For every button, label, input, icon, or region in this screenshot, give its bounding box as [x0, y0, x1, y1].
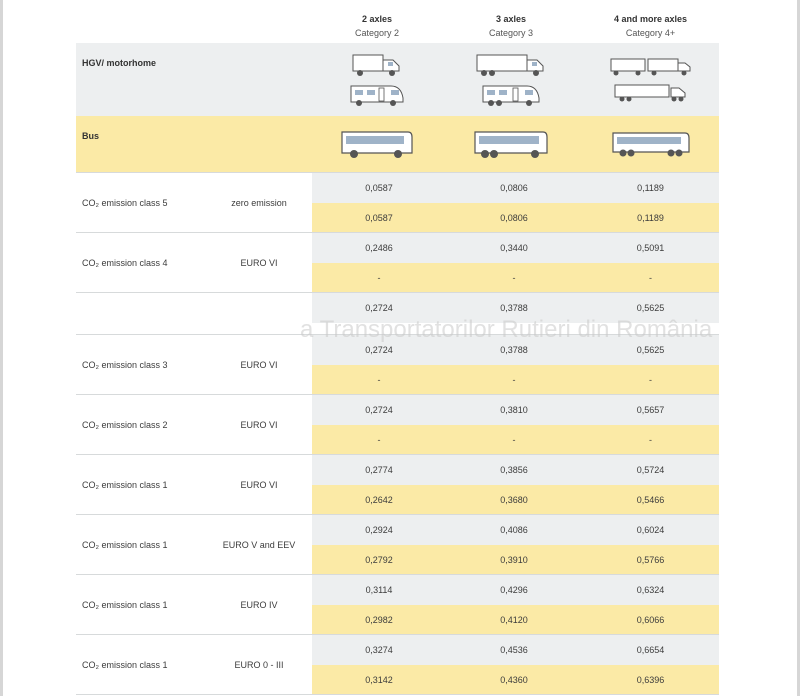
truck-icon — [352, 52, 402, 78]
bus-rate-value: - — [649, 435, 652, 445]
hgv-rate-value: 0,0587 — [365, 183, 393, 193]
hgv-rate-value: 0,3856 — [500, 465, 528, 475]
bus-icon — [473, 128, 549, 160]
column-category: Category 2 — [354, 28, 400, 38]
hgv-rate-value: 0,2724 — [365, 303, 393, 313]
emission-norm-label: EURO VI — [240, 258, 278, 268]
bus-icon-4-axles — [582, 118, 719, 170]
hgv-rate-value: 0,4296 — [500, 585, 528, 595]
hgv-rate-value: 0,3788 — [500, 303, 528, 313]
emission-norm-label: EURO 0 - III — [234, 660, 284, 670]
hgv-rate-value: 0,6654 — [636, 645, 665, 655]
emission-norm-label — [206, 293, 312, 335]
hgv-rate-value: 0,1189 — [637, 183, 664, 193]
hgv-rate-value: 0,2724 — [365, 405, 393, 415]
bus-rate-value: 0,5766 — [636, 555, 665, 565]
hgv-label: HGV/ motorhome — [82, 58, 157, 68]
emission-norm-label: EURO V and EEV — [222, 540, 296, 550]
emission-class-label: CO₂ emission class 2 — [82, 420, 168, 430]
bus-rate-value: 0,0587 — [365, 213, 393, 223]
emission-norm-label: EURO VI — [240, 420, 278, 430]
hgv-rate-value: 0,6024 — [636, 525, 665, 535]
row-divider — [76, 694, 719, 695]
bus-rate-value: 0,1189 — [637, 213, 664, 223]
hgv-rate-value: 0,5625 — [636, 345, 665, 355]
hgv-rate-value: 0,3810 — [500, 405, 528, 415]
hgv-rate-value: 0,5091 — [636, 243, 665, 253]
hgv-icons-3-axles — [446, 46, 576, 114]
hgv-rate-value: 0,0806 — [500, 183, 528, 193]
toll-rate-table — [76, 0, 719, 696]
emission-class-label: CO₂ emission class 1 — [82, 540, 168, 550]
hgv-rate-value: 0,2924 — [365, 525, 393, 535]
hgv-rate-value: 0,5625 — [636, 303, 665, 313]
bus-rate-value: 0,3910 — [500, 555, 528, 565]
bus-icon-2-axles — [312, 118, 442, 170]
watermark: a Transportatorilor Rutieri din România — [300, 316, 713, 343]
truck-trailer-icon — [610, 57, 692, 77]
emission-norm-label: zero emission — [231, 198, 287, 208]
hgv-rate-value: 0,3114 — [365, 585, 393, 595]
hgv-icons-4-axles — [582, 46, 719, 114]
bus-rate-value: 0,5466 — [636, 495, 665, 505]
hgv-rate-value: 0,3274 — [365, 645, 393, 655]
left-edge-bar — [0, 0, 3, 696]
motorhome-icon — [349, 82, 405, 108]
bus-rate-value: 0,2792 — [365, 555, 393, 565]
column-header-2-axles — [312, 10, 442, 42]
bus-rate-value: - — [377, 435, 381, 445]
bus-icon — [340, 128, 414, 160]
bus-rate-value: 0,6066 — [636, 615, 665, 625]
column-category: Category 4+ — [625, 28, 676, 38]
hgv-rate-value: 0,6324 — [636, 585, 665, 595]
emission-class-label: CO₂ emission class 5 — [82, 198, 168, 208]
bus-label: Bus — [82, 131, 100, 141]
bus-rate-value: 0,4360 — [500, 675, 528, 685]
hgv-rate-value: 0,3788 — [500, 345, 528, 355]
hgv-rate-value: 0,2774 — [365, 465, 393, 475]
bus-rate-value: 0,3680 — [500, 495, 528, 505]
bus-rate-value: 0,2982 — [365, 615, 393, 625]
hgv-rate-value: 0,3440 — [500, 243, 528, 253]
row-divider — [76, 172, 719, 173]
bus-rate-value: 0,6396 — [636, 675, 665, 685]
bus-rate-value: 0,3142 — [365, 675, 393, 685]
emission-class-label — [76, 293, 206, 335]
bus-icon-3-axles — [446, 118, 576, 170]
column-category: Category 3 — [488, 28, 534, 38]
column-axles: 2 axles — [361, 14, 393, 24]
column-header-4-axles — [582, 10, 719, 42]
column-axles: 3 axles — [495, 14, 527, 24]
emission-class-label: CO₂ emission class 1 — [82, 480, 168, 490]
bus-rate-value: - — [649, 375, 652, 385]
bus-rate-value: 0,0806 — [500, 213, 528, 223]
column-header-3-axles — [446, 10, 576, 42]
hgv-rate-value: 0,2486 — [365, 243, 393, 253]
bus-rate-value: - — [649, 273, 652, 283]
emission-norm-label: EURO VI — [240, 480, 278, 490]
bus-rate-value: 0,4120 — [500, 615, 528, 625]
emission-class-label: CO₂ emission class 3 — [82, 360, 168, 370]
emission-class-label: CO₂ emission class 4 — [82, 258, 168, 268]
motorhome-icon — [481, 82, 541, 108]
bus-rate-value: - — [512, 273, 516, 283]
hgv-rate-value: 0,2724 — [365, 345, 393, 355]
hgv-icons-2-axles — [312, 46, 442, 114]
bus-icon — [611, 129, 691, 159]
hgv-rate-value: 0,5724 — [636, 465, 665, 475]
bus-rate-value: - — [377, 273, 381, 283]
hgv-rate-value: 0,4536 — [500, 645, 528, 655]
hgv-rate-value: 0,4086 — [500, 525, 528, 535]
bus-rate-value: - — [377, 375, 381, 385]
hgv-rate-value: 0,5657 — [636, 405, 665, 415]
emission-class-label: CO₂ emission class 1 — [82, 660, 168, 670]
emission-class-label: CO₂ emission class 1 — [82, 600, 168, 610]
emission-norm-label: EURO IV — [240, 600, 278, 610]
truck-icon — [476, 52, 546, 78]
bus-rate-value: 0,2642 — [365, 495, 393, 505]
semi-trailer-icon — [614, 83, 688, 103]
bus-rate-value: - — [512, 435, 516, 445]
emission-norm-label: EURO VI — [240, 360, 278, 370]
bus-rate-value: - — [512, 375, 516, 385]
column-axles: 4 and more axles — [613, 14, 688, 24]
